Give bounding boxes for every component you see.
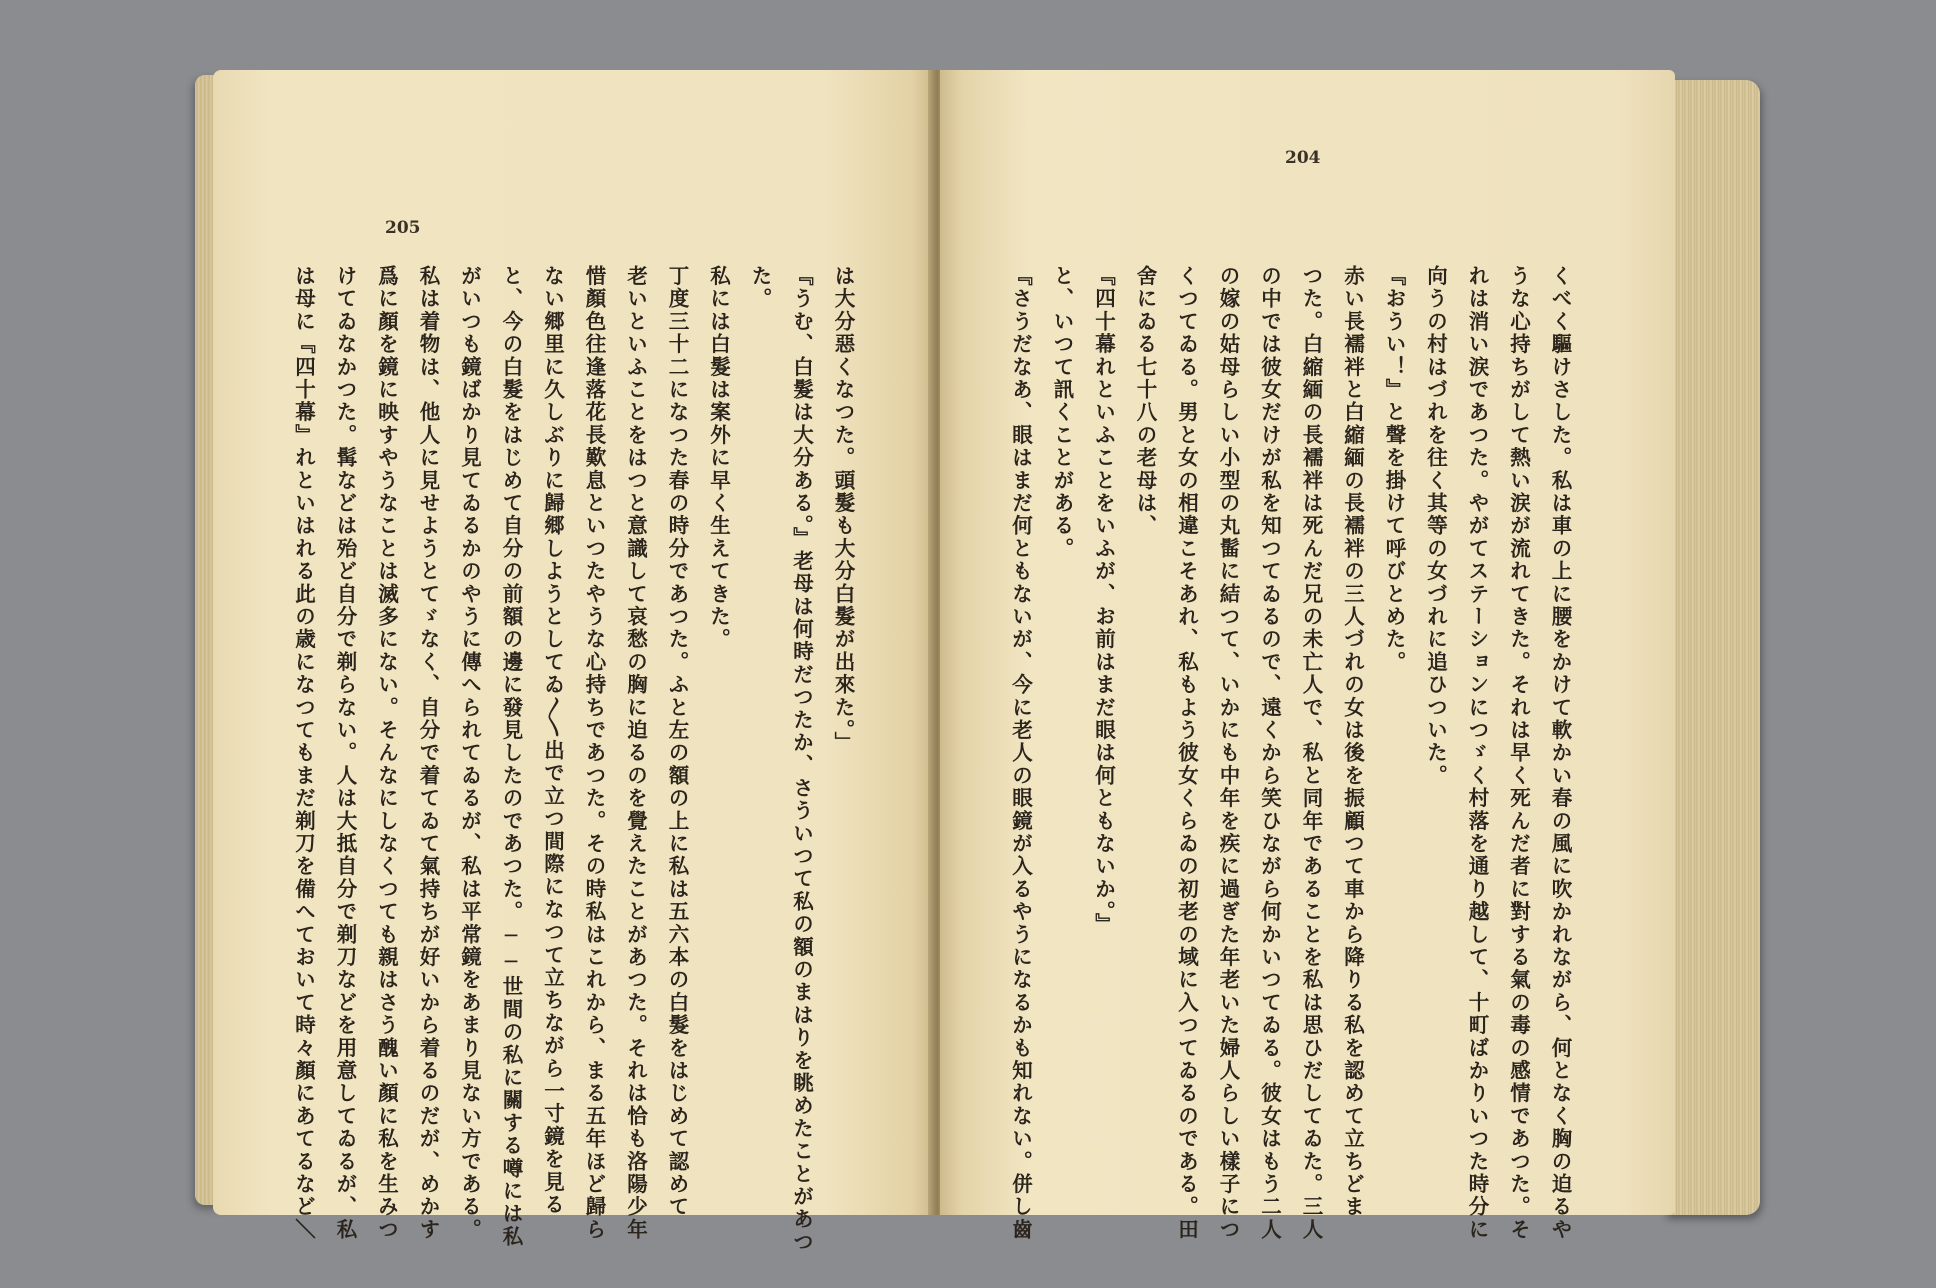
right-page-edges [1665, 80, 1760, 1215]
page-number: 205 [385, 218, 421, 238]
text-column: くべく驅けさした。私は車の上に腰をかけて軟かい春の風に吹かれながら、何となく胸の迫るや [1548, 265, 1572, 1242]
right-page [940, 70, 1675, 1242]
text-column: くつてゐる。男と女の相違こそあれ、私もよう彼女くらゐの初老の域に入つてゐるのである。田 [1174, 265, 1199, 1242]
text-column: ない郷里に久しぶりに歸郷しようとしてゐ〳〵出で立つ間際になつて立ちながら一寸鏡を見る [540, 265, 565, 1217]
text-column: は母に『四十幕』れといはれる此の歳になつてもまだ剃刀を備へておいて時々顏にあてるなど＼ [291, 265, 316, 1242]
left-page-text [291, 265, 863, 1254]
text-column: た。 [748, 265, 772, 311]
text-column: 私は着物は、他人に見せようとてゞなく、自分で着てゐて氣持ちが好いから着るのだが、めかす [416, 265, 440, 1242]
text-column: と、今の白髮をはじめて自分の前額の邊に發見したのであつた。──世間の私に關する噂には私 [499, 265, 523, 1249]
text-column: と、いつて訊くことがある。 [1050, 265, 1074, 561]
text-column: 『うむ、白髮は大分ある。』老母は何時だつたか、さういつて私の額のまはりを眺めたことがあつ [789, 265, 814, 1254]
page-number: 204 [1285, 148, 1321, 168]
text-column: がいつも鏡ばかり見てゐるかのやうに傳へられてゐるが、私は平常鏡をあまり見ない方である。 [457, 265, 482, 1242]
text-column: 『おうい！』と聲を掛けて呼びとめた。 [1382, 265, 1406, 674]
text-column: 『四十幕れといふことをいふが、お前はまだ眼は何ともないか。』 [1091, 265, 1116, 936]
text-column: けてゐなかつた。髯などは殆ど自分で剃らない。人は大抵自分で剃刀などを用意してゐるが、私 [333, 265, 357, 1242]
text-column: 赤い長襦袢と白縮緬の長襦袢の三人づれの女は後を振顧つて車から降りる私を認めて立ちどま [1340, 265, 1365, 1219]
text-column: 老いといふことをはつと意識して哀愁の胸に迫るのを覺えたことがあつた。それは恰も洛陽少年 [623, 265, 648, 1242]
text-column: れは消い涙であつた。やがてステーションにつゞく村落を通り越して、十町ばかりいつた時分に [1465, 265, 1489, 1242]
text-column: 『さうだなあ、眼はまだ何ともないが、今に老人の眼鏡が入るやうになるかも知れない。併し齒 [1008, 265, 1033, 1242]
text-column: つた。白縮緬の長襦袢は死んだ兄の未亡人で、私と同年であることを私は思ひだしてゐた。三人 [1299, 265, 1323, 1242]
text-column: 惜顏色往逢落花長歎息といつたやうな心持ちであつた。その時私はこれから、まる五年ほど歸ら [582, 265, 606, 1242]
text-column: 爲に顏を鏡に映すやうなことは滅多にない。そんなにしなくつても親はさう醜い顏に私を生みつ [374, 265, 399, 1242]
text-column: 向うの村はづれを往く其等の女づれに追ひついた。 [1423, 265, 1448, 788]
text-column: 舍にゐる七十八の老母は、 [1133, 265, 1157, 538]
text-column: 丁度三十二になつた春の時分であつた。ふと左の額の上に私は五六本の白髮をはじめて認めて [665, 265, 689, 1219]
left-page [213, 70, 933, 1254]
text-column: の嫁の姑母らしい小型の丸髷に結つて、いかにも中年を疾に過ぎた年老いた婦人らしい樣子につ [1216, 265, 1240, 1242]
open-book [195, 70, 1760, 1254]
text-column: は大分惡くなつた。頭髮も大分白髮が出來た。」 [831, 265, 855, 755]
right-page-text [1008, 265, 1580, 1242]
text-column: うな心持ちがして熱い涙が流れてきた。それは早く死んだ者に對する氣の毒の感情であつた。そ [1506, 265, 1531, 1242]
text-column: 私には白髮は案外に早く生えてきた。 [706, 265, 731, 651]
text-column: の中では彼女だけが私を知つてゐるので、遠くから笑ひながら何かいつてゐる。彼女はもう二人 [1257, 265, 1282, 1242]
